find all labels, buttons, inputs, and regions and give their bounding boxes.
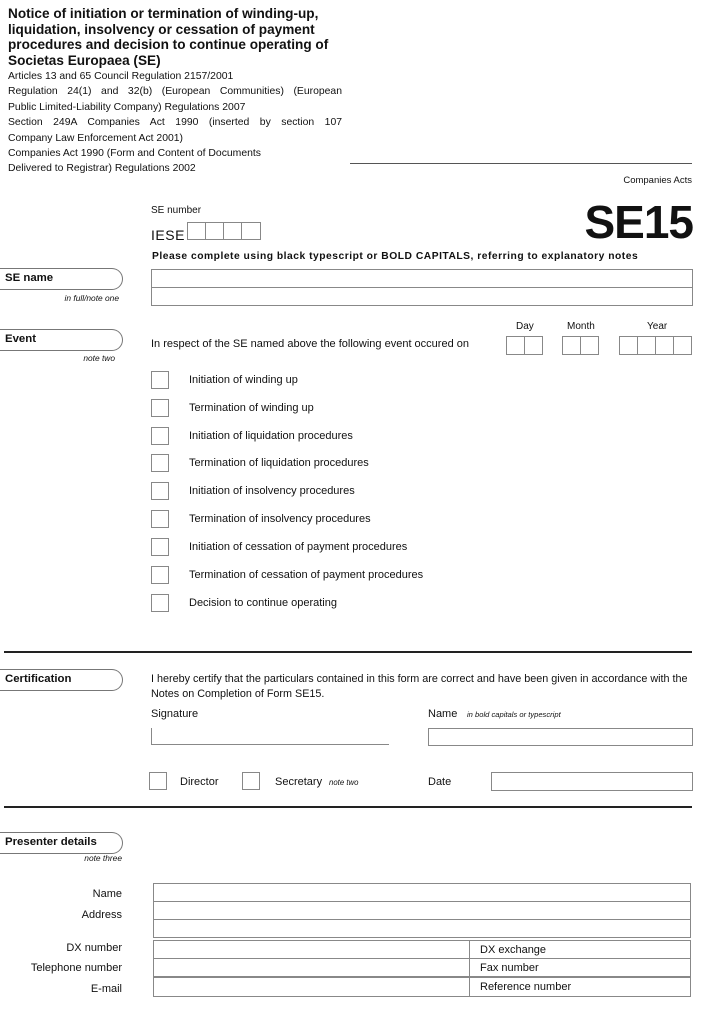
event-tab (0, 329, 123, 351)
presenter-tab-label: Presenter details (5, 836, 97, 848)
header-divider (350, 163, 692, 164)
signature-label: Signature (151, 708, 199, 720)
presenter-telephone-label: Telephone number (30, 962, 122, 974)
year-digit-box[interactable] (637, 336, 656, 355)
se-name-tab (0, 268, 123, 290)
legal-ref-line: Articles 13 and 65 Council Regulation 2157/2001 (8, 71, 234, 82)
se-name-tab-label: SE name (5, 272, 54, 284)
event-option-checkbox[interactable] (151, 399, 169, 417)
name-hint: in bold capitals or typescript (467, 710, 561, 719)
certification-tab-label: Certification (5, 673, 72, 685)
certification-text: I hereby certify that the particulars contained in this form are correct and have been given in accordance with the Notes on Completion of Form SE15. (151, 673, 688, 700)
event-note: note two (83, 353, 115, 363)
legal-ref-line: Delivered to Registrar) Regulations 2002 (8, 163, 196, 175)
se-number-digit-box[interactable] (187, 222, 206, 240)
event-option-checkbox[interactable] (151, 594, 169, 612)
day-digit-box[interactable] (524, 336, 543, 355)
event-statement: In respect of the SE named above the following event occured on (151, 338, 469, 350)
presenter-fax-field[interactable] (469, 958, 691, 977)
event-option-label: Termination of winding up (189, 402, 314, 414)
event-option-checkbox[interactable] (151, 454, 169, 472)
section-divider (4, 806, 692, 808)
section-divider (4, 651, 692, 653)
month-digit-box[interactable] (562, 336, 581, 355)
event-tab-label: Event (5, 333, 37, 345)
presenter-reference-field[interactable] (469, 977, 691, 997)
instructions: Please complete using black typescript or BOLD CAPITALS, referring to explanatory notes (152, 251, 639, 262)
se-name-field-line-2[interactable] (151, 287, 693, 306)
event-option-label: Initiation of winding up (189, 374, 298, 386)
event-option-label: Initiation of liquidation procedures (189, 430, 353, 442)
event-option-label: Termination of cessation of payment procedures (189, 569, 424, 581)
presenter-address-label: Address (81, 909, 122, 921)
secretary-checkbox[interactable] (242, 772, 260, 790)
presenter-dx-number-field[interactable] (153, 940, 470, 959)
dx-exchange-label: DX exchange (480, 944, 547, 956)
year-digit-box[interactable] (673, 336, 692, 355)
date-field[interactable] (491, 772, 693, 791)
presenter-name-field[interactable] (153, 883, 691, 902)
event-option-checkbox[interactable] (151, 510, 169, 528)
event-option-checkbox[interactable] (151, 427, 169, 445)
event-option-label: Termination of insolvency procedures (189, 513, 371, 525)
event-option-label: Termination of liquidation procedures (189, 457, 369, 469)
event-option-label: Initiation of insolvency procedures (189, 485, 355, 497)
legal-ref-line: Companies Act 1990 (Form and Content of Documents (8, 148, 261, 160)
presenter-name-label: Name (92, 888, 122, 900)
presenter-dx-exchange-field[interactable] (469, 940, 691, 959)
legal-ref-line: Company Law Enforcement Act 2001) (8, 132, 184, 144)
se-number-digit-box[interactable] (223, 222, 242, 240)
se-number-label: SE number (151, 205, 202, 216)
director-checkbox[interactable] (149, 772, 167, 790)
secretary-label: Secretary (275, 776, 323, 788)
event-option-label: Initiation of cessation of payment procedures (189, 541, 408, 553)
presenter-email-field[interactable] (153, 977, 470, 997)
year-label: Year (647, 321, 668, 332)
reference-number-label: Reference number (480, 981, 572, 993)
event-option-checkbox[interactable] (151, 482, 169, 500)
presenter-tab (0, 832, 123, 854)
name-label: Name (428, 708, 458, 720)
secretary-note: note two (329, 778, 359, 787)
legal-references (8, 69, 342, 177)
day-digit-box[interactable] (506, 336, 525, 355)
presenter-dx-number-label: DX number (66, 942, 122, 954)
form-code: SE15 (584, 196, 693, 248)
presenter-address-field-line-2[interactable] (153, 919, 691, 938)
date-label: Date (428, 776, 452, 788)
se-name-field-line-1[interactable] (151, 269, 693, 288)
event-option-checkbox[interactable] (151, 566, 169, 584)
certification-tab (0, 669, 123, 691)
presenter-telephone-field[interactable] (153, 958, 470, 977)
year-digit-box[interactable] (655, 336, 674, 355)
event-option-checkbox[interactable] (151, 538, 169, 556)
companies-acts-label: Companies Acts (623, 175, 692, 186)
month-label: Month (567, 321, 595, 332)
name-field[interactable] (428, 728, 693, 746)
event-option-checkbox[interactable] (151, 371, 169, 389)
form-title: Notice of initiation or termination of winding-up, liquidation, insolvency or cessation of payment procedures and decision to continue operating of Societas Europaea (SE) (8, 6, 329, 68)
presenter-note: note three (84, 853, 122, 863)
year-digit-box[interactable] (619, 336, 638, 355)
month-digit-box[interactable] (580, 336, 599, 355)
legal-ref-line: Public Limited-Liability Company) Regulations 2007 (8, 101, 246, 113)
legal-ref-line: Section 249A Companies Act 1990 (inserted by section 107 (8, 117, 342, 129)
legal-ref-line: Regulation 24(1) and 32(b) (European Communities) (European (8, 86, 342, 98)
presenter-email-label: E-mail (90, 983, 122, 995)
fax-number-label: Fax number (480, 962, 539, 974)
event-option-label: Decision to continue operating (189, 597, 337, 609)
se-number-prefix: IESE (151, 227, 185, 243)
signature-field[interactable] (151, 728, 389, 745)
se-name-note: in full/note one (64, 293, 119, 303)
director-label: Director (180, 776, 219, 788)
presenter-address-field-line-1[interactable] (153, 901, 691, 920)
se-number-digit-box[interactable] (205, 222, 224, 240)
se-number-digit-box[interactable] (241, 222, 261, 240)
day-label: Day (516, 321, 534, 332)
